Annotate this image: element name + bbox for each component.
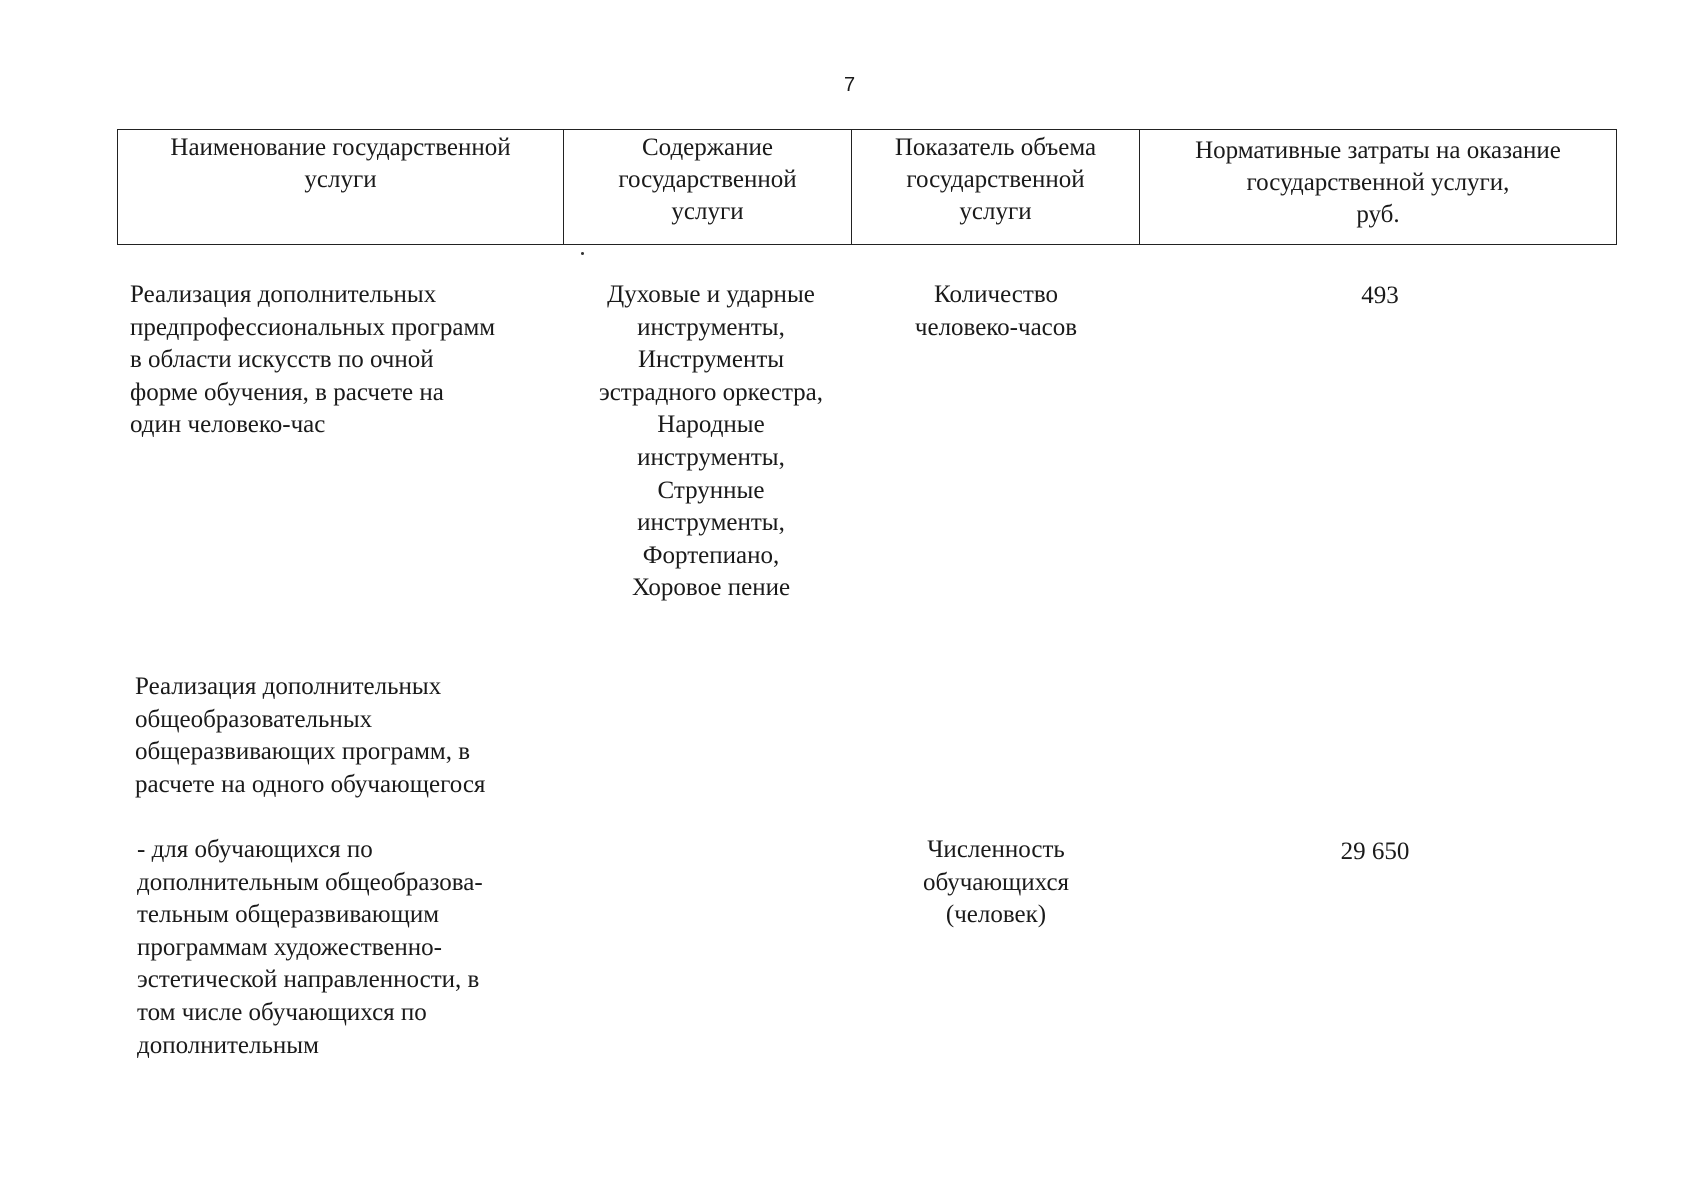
header-service-content: Содержание государственной услуги <box>564 130 852 244</box>
page-number: 7 <box>844 74 856 96</box>
row-3-service-name: - для обучающихся по дополнительным общеобразова- тельным общеразвивающим программам художественно- эстетической направленности, в том числе обучающихся по дополнительным <box>137 836 483 1059</box>
row-3-volume-indicator: Численность обучающихся (человек) <box>922 836 1070 929</box>
table-header <box>117 129 1617 245</box>
row-1-service-content: Духовые и ударные инструменты, Инструменты эстрадного оркестра, Народные инструменты, Струнные инструменты, Фортепиано, Хоровое пение <box>598 281 824 602</box>
row-3-normative-cost: 29 650 <box>1340 838 1410 865</box>
row-1-normative-cost: 493 <box>1361 282 1399 309</box>
stray-dot <box>581 252 584 255</box>
header-service-name: Наименование государственной услуги <box>118 130 564 244</box>
header-volume-indicator: Показатель объема государственной услуги <box>852 130 1140 244</box>
row-1-volume-indicator: Количество человеко-часов <box>914 281 1078 341</box>
row-2-service-name: Реализация дополнительных общеобразовательных общеразвивающих программ, в расчете на одного обучающегося <box>135 673 486 798</box>
header-normative-cost: Нормативные затраты на оказание государственной услуги, руб. <box>1195 137 1561 228</box>
row-1-service-name: Реализация дополнительных предпрофессиональных программ в области искусств по очной форме обучения, в расчете на один человеко-час <box>130 281 496 439</box>
